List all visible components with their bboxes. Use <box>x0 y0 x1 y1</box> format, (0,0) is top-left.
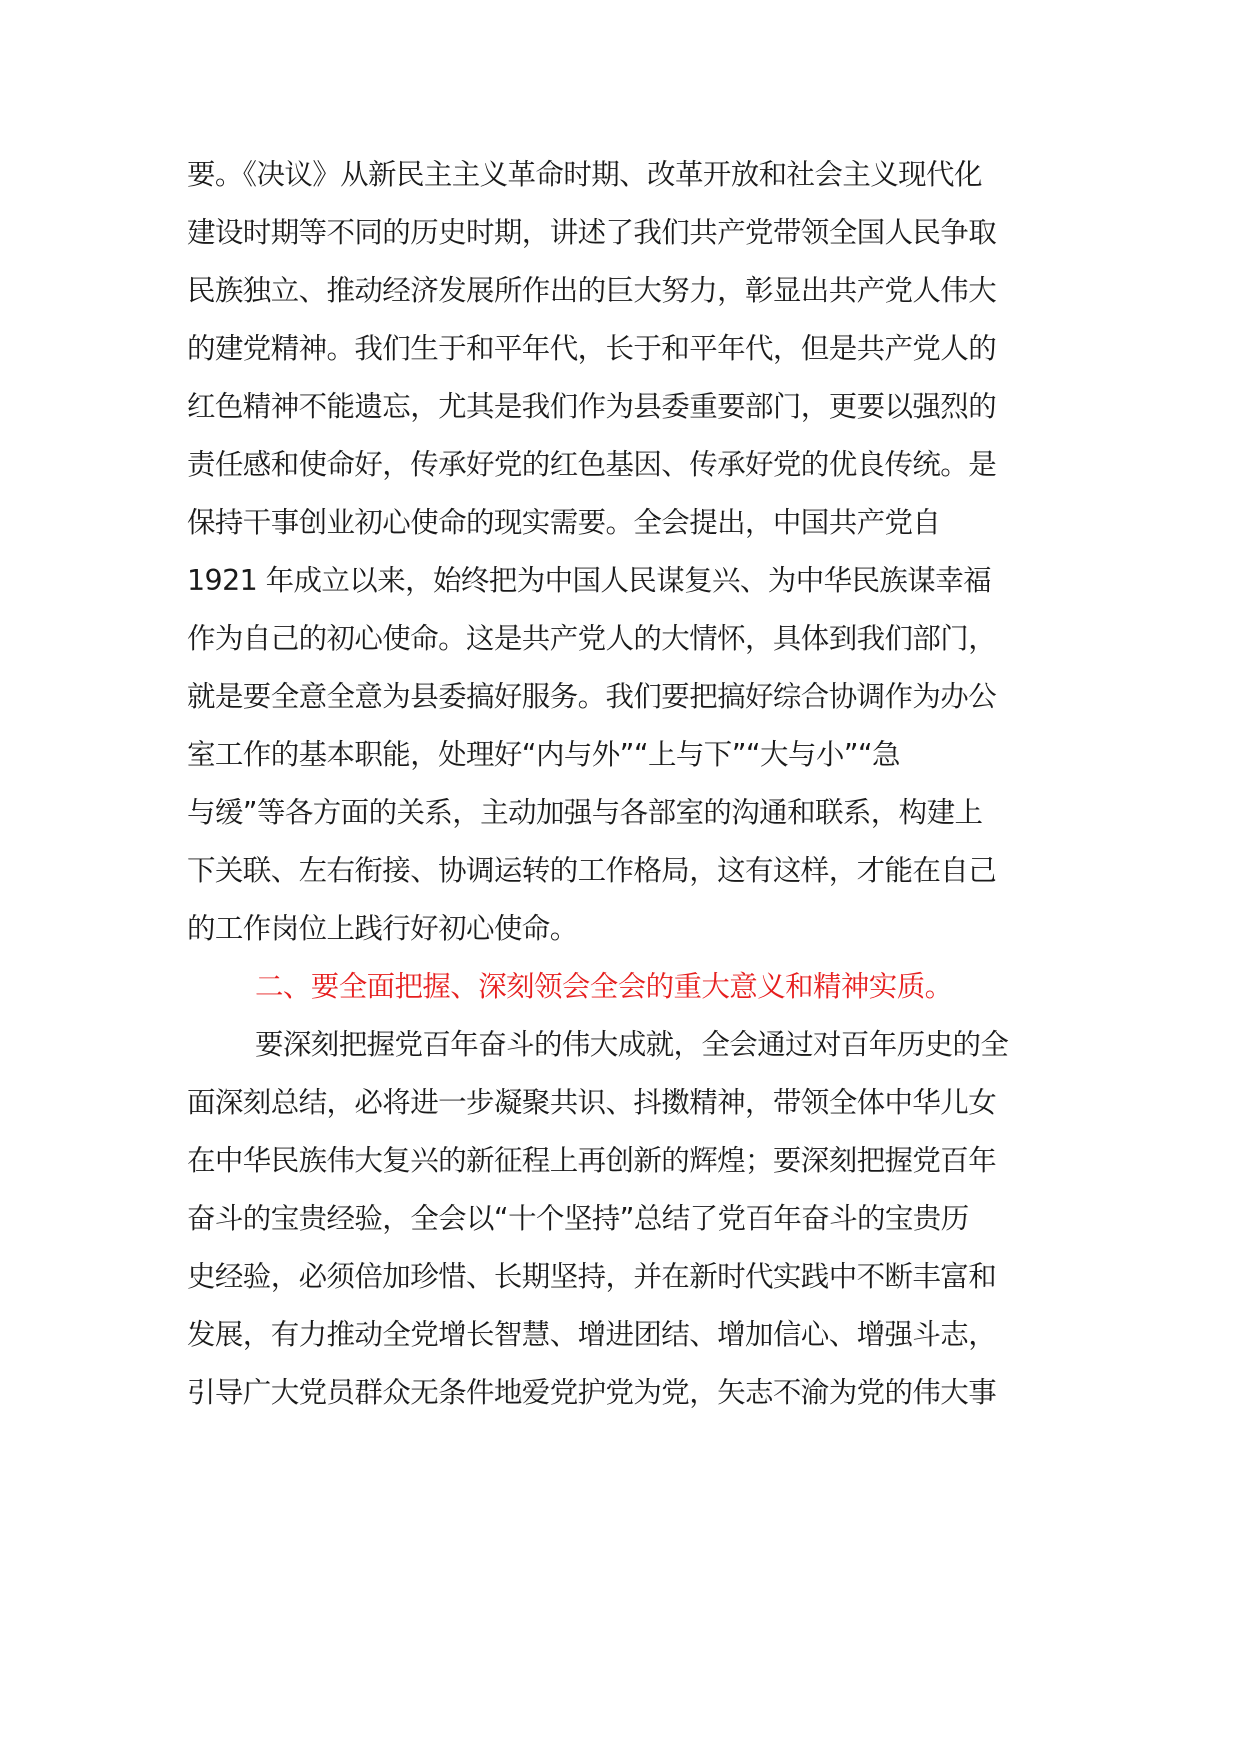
paragraph-first-line: 要深刻把握党百年奋斗的伟大成就，全会通过对百年历史的全 <box>255 1028 1009 1061</box>
text-line: 引导广大党员群众无条件地爱党护党为党，矢志不渝为党的伟大事 <box>187 1376 997 1409</box>
text-line: 的工作岗位上践行好初心使命。 <box>187 912 578 945</box>
text-line: 红色精神不能遗忘，尤其是我们作为县委重要部门，更要以强烈的 <box>187 390 997 423</box>
text-line: 保持干事创业初心使命的现实需要。全会提出，中国共产党自 <box>187 506 941 539</box>
text-line: 1921 年成立以来，始终把为中国人民谋复兴、为中华民族谋幸福 <box>187 564 991 597</box>
text-line: 与缓”等各方面的关系，主动加强与各部室的沟通和联系，构建上 <box>187 796 983 829</box>
section-heading: 二、要全面把握、深刻领会全会的重大意义和精神实质。 <box>255 970 953 1003</box>
text-line: 下关联、左右衔接、协调运转的工作格局，这有这样，才能在自己 <box>187 854 997 887</box>
text-line: 建设时期等不同的历史时期，讲述了我们共产党带领全国人民争取 <box>187 216 997 249</box>
text-line: 责任感和使命好，传承好党的红色基因、传承好党的优良传统。是 <box>187 448 997 481</box>
text-line: 在中华民族伟大复兴的新征程上再创新的辉煌；要深刻把握党百年 <box>187 1144 997 1177</box>
text-line: 民族独立、推动经济发展所作出的巨大努力，彰显出共产党人伟大 <box>187 274 997 307</box>
text-line: 奋斗的宝贵经验，全会以“十个坚持”总结了党百年奋斗的宝贵历 <box>187 1202 969 1235</box>
text-line: 就是要全意全意为县委搞好服务。我们要把搞好综合协调作为办公 <box>187 680 997 713</box>
text-line: 的建党精神。我们生于和平年代，长于和平年代，但是共产党人的 <box>187 332 997 365</box>
text-line: 面深刻总结，必将进一步凝聚共识、抖擞精神，带领全体中华儿女 <box>187 1086 997 1119</box>
text-line: 史经验，必须倍加珍惜、长期坚持，并在新时代实践中不断丰富和 <box>187 1260 997 1293</box>
text-line: 作为自己的初心使命。这是共产党人的大情怀，具体到我们部门， <box>187 622 997 655</box>
text-line: 室工作的基本职能，处理好“内与外”“上与下”“大与小”“急 <box>187 738 900 771</box>
text-line: 发展，有力推动全党增长智慧、增进团结、增加信心、增强斗志， <box>187 1318 997 1351</box>
text-line: 要。《决议》从新民主主义革命时期、改革开放和社会主义现代化 <box>187 158 982 191</box>
